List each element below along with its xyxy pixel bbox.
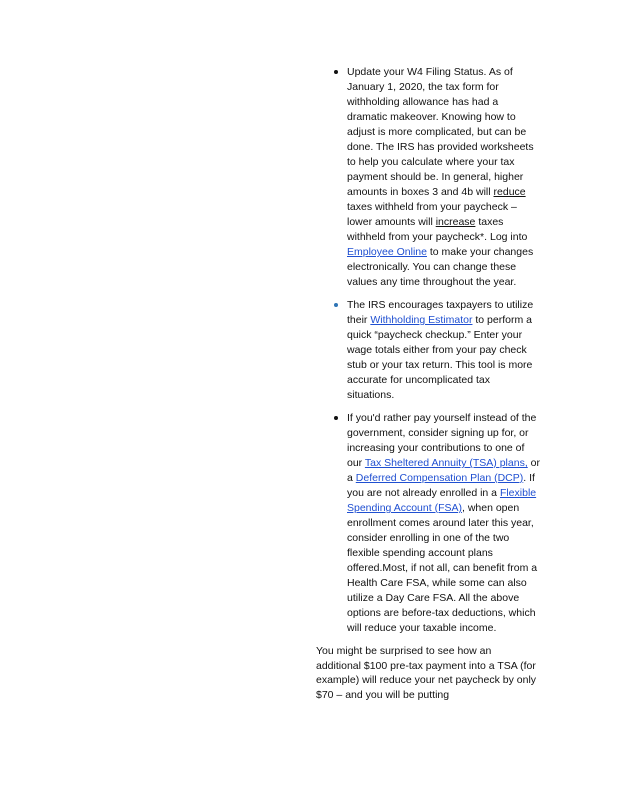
list-item-pay-yourself <box>316 411 540 636</box>
tsa-plans-link[interactable]: Tax Sheltered Annuity (TSA) plans, <box>364 457 528 469</box>
bullet-icon <box>334 416 338 420</box>
underlined-word-increase: increase <box>435 216 476 228</box>
list-item-w4 <box>316 65 540 290</box>
fsa-link[interactable]: Flexible Spending Account (FSA) <box>347 487 537 514</box>
text: to make your changes electronically. You can change these values any time throughout the year. <box>347 246 534 288</box>
list-item-estimator <box>316 298 540 403</box>
underlined-word-reduce: reduce <box>493 186 526 198</box>
text: Update your W4 Filing Status. As of January 1, 2020, the tax form for withholding allowance has had a dramatic makeover. Knowing how to adjust is more complicated, but can be done. The IRS has provided worksheets to help you calculate where your tax payment should be. In general, higher amounts in boxes 3 and 4b will <box>347 66 534 198</box>
text: taxes withheld from your paycheck*. Log into <box>347 216 528 243</box>
bullet-icon <box>334 303 338 307</box>
text: . If you are not already enrolled in a <box>347 472 535 499</box>
tips-list <box>316 65 540 636</box>
text: If you'd rather pay yourself instead of the government, consider signing up for, or increasing your contributions to one of our <box>347 412 537 469</box>
text: or a <box>347 457 541 484</box>
dcp-link[interactable]: Deferred Compensation Plan (DCP) <box>355 472 524 484</box>
text: The IRS encourages taxpayers to utilize their <box>347 299 534 326</box>
bullet-icon <box>334 70 338 74</box>
employee-online-link[interactable]: Employee Online <box>347 246 427 258</box>
text: to perform a quick “paycheck checkup.” Enter your wage totals either from your pay check stub or your tax return. This tool is more accurate for uncomplicated tax situations. <box>347 314 533 401</box>
closing-paragraph: You might be surprised to see how an additional $100 pre-tax payment into a TSA (for example) will reduce your net paycheck by only $70 – and you will be putting <box>316 645 537 701</box>
content-column <box>316 65 540 702</box>
text: , when open enrollment comes around later this year, consider enrolling in one of the two flexible spending account plans offered.Most, if not all, can benefit from a Health Care FSA, while some can also utilize a Day Care FSA. All the above options are before-tax deductions, which will reduce your taxable income. <box>347 502 538 634</box>
text: taxes withheld from your paycheck – lower amounts will <box>347 201 517 228</box>
withholding-estimator-link[interactable]: Withholding Estimator <box>370 314 473 326</box>
